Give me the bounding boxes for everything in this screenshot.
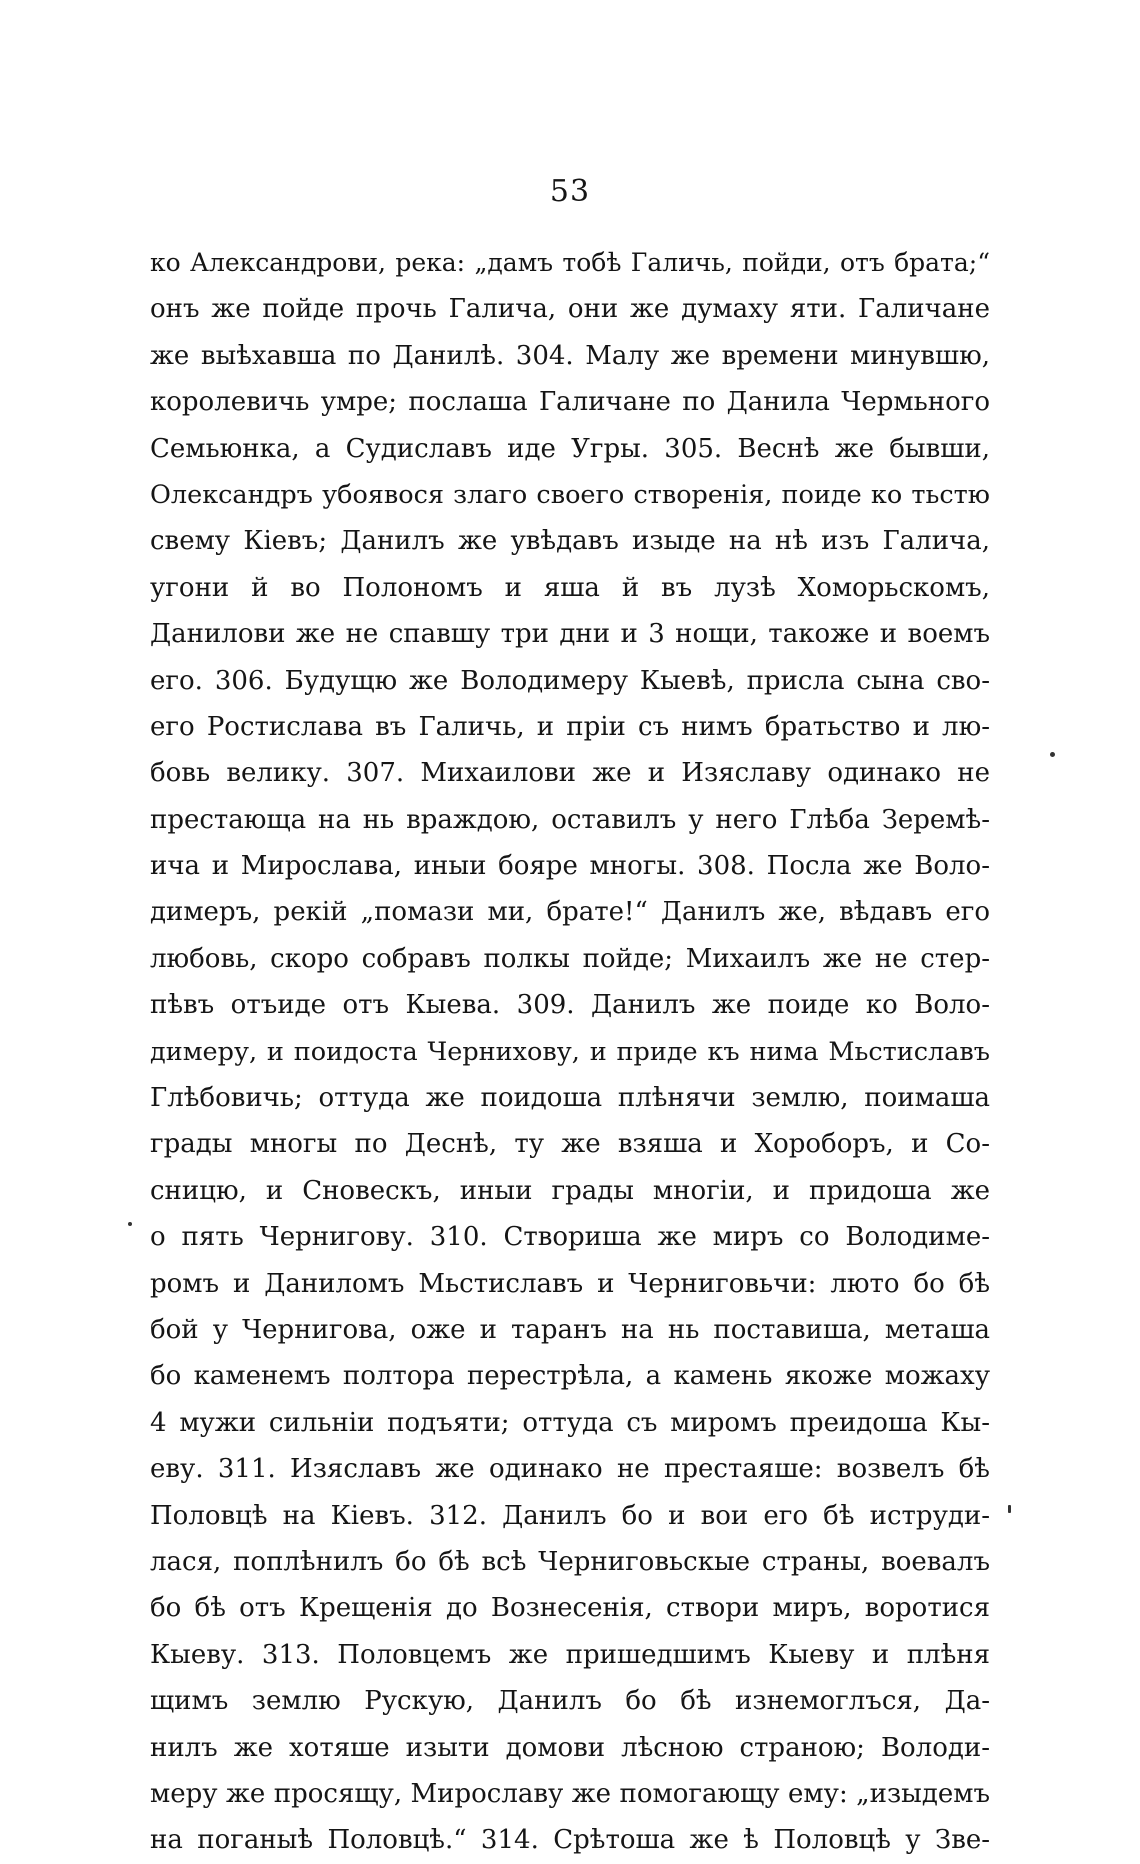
text-line: грады многы по Деснѣ, ту же взяша и Хороборъ, и Со-	[150, 1129, 990, 1160]
text-line: на поганыѣ Половцѣ.“ 314. Срѣтоша же ѣ Половцѣ у Зве-	[150, 1825, 990, 1856]
text-line: бовь велику. 307. Михаилови же и Изяславу одинако не	[150, 758, 990, 789]
text-line: Кыеву. 313. Половцемъ же пришедшимъ Кыеву и плѣня	[150, 1639, 990, 1670]
text-line: димеру, и поидоста Чернихову, и приде къ нима Мьстиславъ	[150, 1036, 990, 1067]
text-line: нилъ же хотяше изыти домови лѣсною страною; Володи-	[150, 1732, 990, 1763]
text-line: сницю, и Сновескъ, иныи грады многіи, и придоша же	[150, 1175, 990, 1206]
text-line: Семьюнка, а Судиславъ иде Угры. 305. Веснѣ же бывши,	[150, 433, 990, 464]
body-text	[150, 240, 990, 1864]
text-line: королевичь умре; послаша Галичане по Данила Чермьного	[150, 387, 990, 418]
ink-speck	[128, 1222, 132, 1226]
ink-speck	[1008, 1505, 1011, 1513]
text-line: ромъ и Даниломъ Мьстиславъ и Черниговьчи: люто бо бѣ	[150, 1268, 990, 1299]
text-line: Данилови же не спавшу три дни и 3 нощи, такоже и воемъ	[150, 619, 990, 650]
text-line: лася, поплѣнилъ бо бѣ всѣ Черниговьскые страны, воевалъ	[150, 1546, 990, 1577]
text-line: 4 мужи сильніи подъяти; оттуда съ миромъ преидоша Кы-	[150, 1407, 990, 1438]
text-line: престающа на нь враждою, оставилъ у него Глѣба Зеремѣ-	[150, 804, 990, 835]
text-line: онъ же пойде прочь Галича, они же думаху яти. Галичане	[150, 294, 990, 325]
text-line: бой у Чернигова, оже и таранъ на нь поставиша, меташа	[150, 1314, 990, 1345]
text-line: Половцѣ на Кіевъ. 312. Данилъ бо и вои его бѣ иструди-	[150, 1500, 990, 1531]
ink-speck	[1050, 752, 1055, 757]
text-line: бо бѣ отъ Крещенія до Вознесенія, створи миръ, воротися	[150, 1593, 990, 1624]
text-line: Глѣбовичь; оттуда же поидоша плѣнячи землю, поимаша	[150, 1083, 990, 1114]
text-line: Олександръ убоявося злаго своего створенія, поиде ко тьстю	[150, 479, 990, 510]
text-line: же выѣхавша по Данилѣ. 304. Малу же времени минувшю,	[150, 340, 990, 371]
text-line: пѣвъ отъиде отъ Кыева. 309. Данилъ же поиде ко Воло-	[150, 990, 990, 1021]
text-line: ко Александрови, река: „дамъ тобѣ Галичь, пойди, отъ брата;“	[150, 248, 990, 277]
text-line: о пять Чернигову. 310. Створиша же миръ со Володиме-	[150, 1222, 990, 1253]
text-line: бо каменемъ полтора перестрѣла, а камень якоже можаху	[150, 1361, 990, 1392]
text-line: ича и Мирослава, иныи бояре многы. 308. Посла же Воло-	[150, 851, 990, 882]
text-line: его. 306. Будущю же Володимеру Кыевѣ, присла сына сво-	[150, 665, 990, 696]
text-line: димеръ, рекій „помази ми, брате!“ Данилъ же, вѣдавъ его	[150, 897, 990, 928]
page-number: 53	[549, 174, 591, 209]
text-line: свему Кіевъ; Данилъ же увѣдавъ изыде на нѣ изъ Галича,	[150, 526, 990, 557]
text-line: любовь, скоро собравъ полкы пойде; Михаилъ же не стер-	[150, 943, 990, 974]
text-line: щимъ землю Рускую, Данилъ бо бѣ изнемоглъся, Да-	[150, 1686, 990, 1717]
text-line: еву. 311. Изяславъ же одинако не престаяше: возвелъ бѣ	[150, 1454, 990, 1485]
text-line: угони й во Полономъ и яша й въ лузѣ Хоморьскомъ,	[150, 572, 990, 603]
text-line: меру же просящу, Мирославу же помогающу ему: „изыдемъ	[150, 1778, 990, 1809]
text-line: его Ростислава въ Галичь, и пріи съ нимъ братьство и лю-	[150, 711, 990, 742]
